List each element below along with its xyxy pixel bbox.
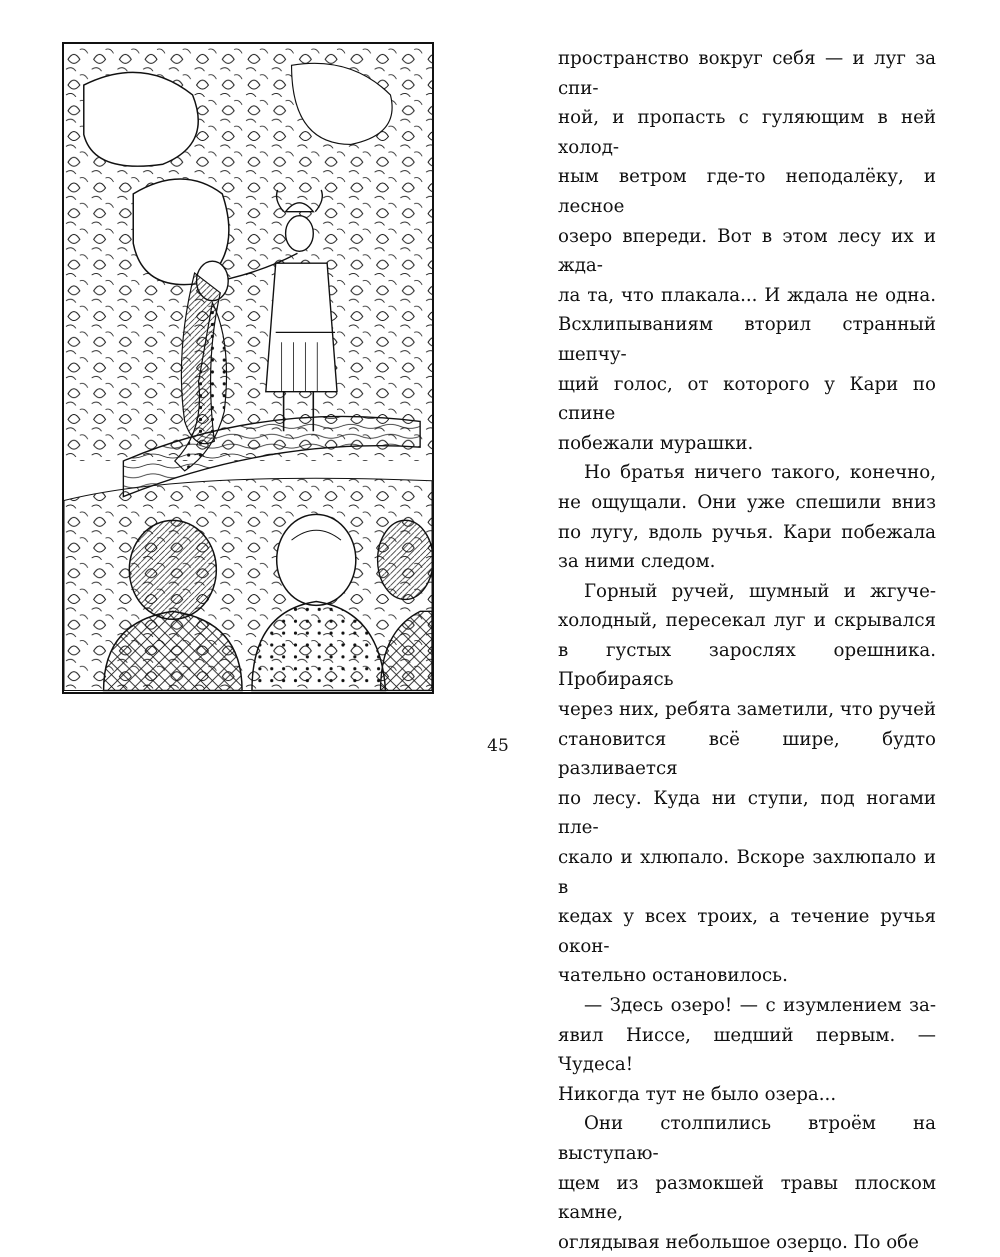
paragraph: — Здесь озеро! — с изумлением за- явил Ниссе, шедший первым. — Чудеса! Никогда тут не было озера... (558, 995, 936, 1105)
book-illustration (62, 42, 434, 694)
forest-lake-drawing (64, 44, 432, 692)
rock-shape (84, 72, 198, 166)
page-number: 45 (487, 736, 509, 756)
body-text-column (558, 44, 936, 1257)
paragraph: Они столпились втроём на выступаю- щем из размокшей травы плоском камне, оглядывая небольшое озерцо. По обе (558, 1113, 936, 1253)
paragraph: пространство вокруг себя — и луг за спи- ной, и пропасть с гуляющим в ней холод- ным ветром где-то неподалёку, и лесное озеро впереди. Вот в этом лесу их и жда- ла та, что плакала... И ждала не одна. Всхлипываниям вторил странный шепчу- щий голос, от которого у Кари по спине побежали мурашки. (558, 48, 936, 454)
paragraph: Горный ручей, шумный и жгуче- холодный, пересекал луг и скрывался в густых зарослях орешника. Пробираясь через них, ребята заметили, что ручей становится всё шире, будто разливается по лесу. Куда ни ступи, под ногами пле- скало и хлюпало. Вскоре захлюпало и в кедах у всех троих, а течение ручья окон- чательно остановилось. (558, 580, 936, 987)
paragraph: Но братья ничего такого, конечно, не ощущали. Они уже спешили вниз по лугу, вдоль ручья. Кари побежала за ними следом. (558, 462, 936, 573)
